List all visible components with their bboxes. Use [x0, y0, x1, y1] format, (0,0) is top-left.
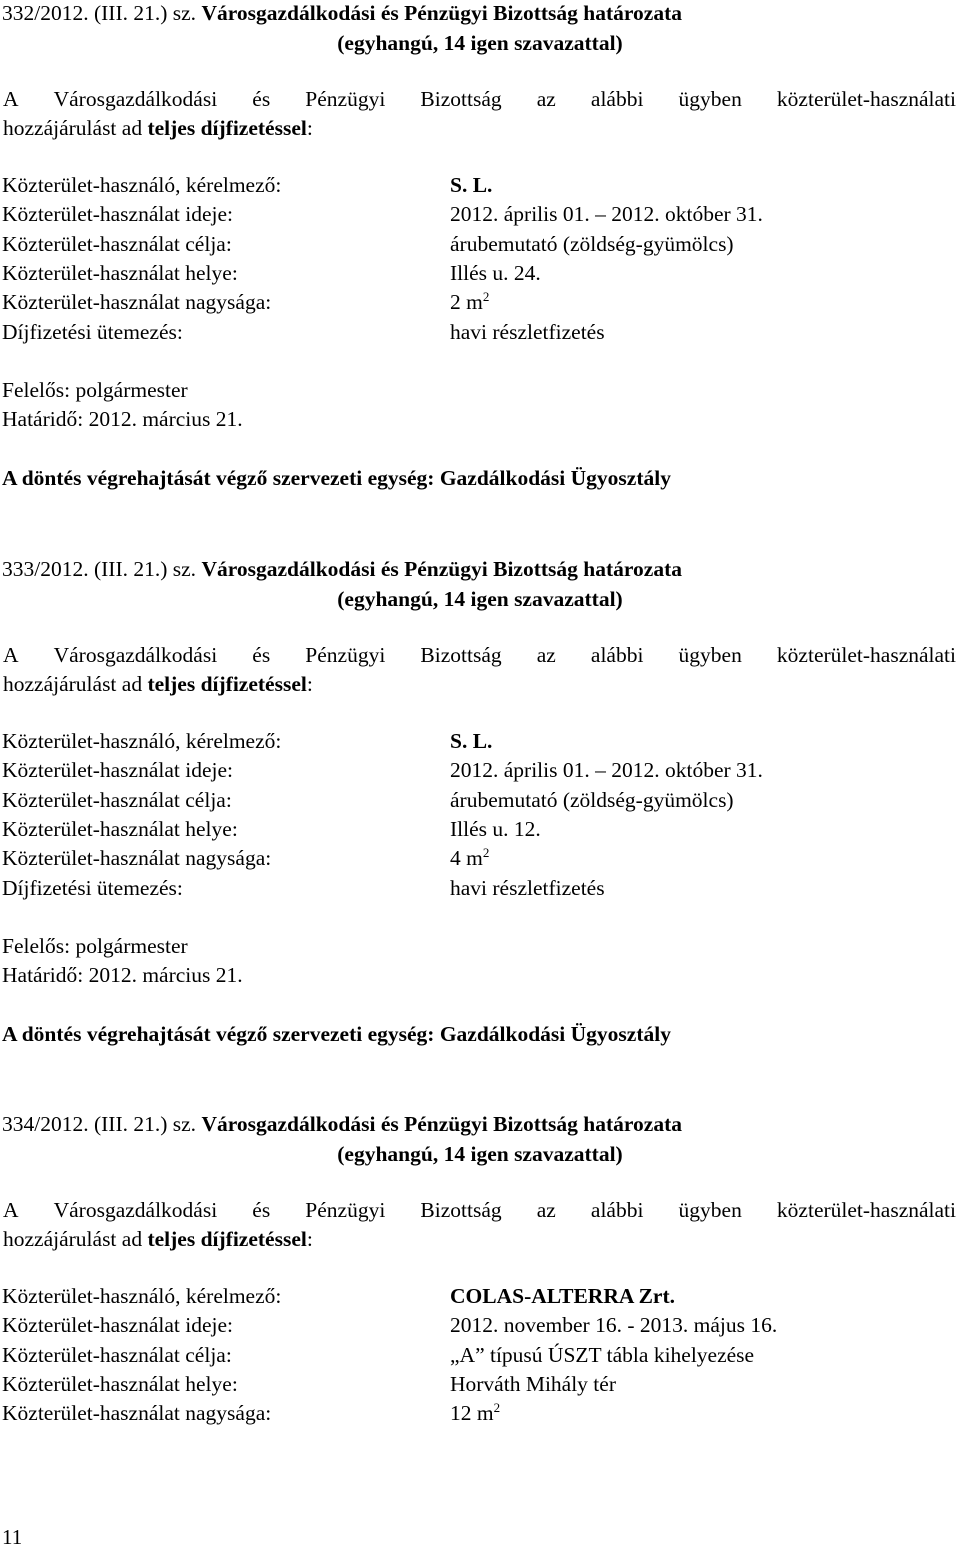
decision-title: Városgazdálkodási és Pénzügyi Bizottság határozata — [201, 1, 682, 25]
vote-result: (egyhangú, 14 igen szavazattal) — [337, 587, 623, 611]
intro-colon: : — [306, 116, 313, 140]
intro-word: Pénzügyi — [305, 1198, 386, 1222]
superscript: 2 — [493, 1400, 501, 1416]
intro-word: az — [536, 1198, 556, 1222]
intro-word: az — [536, 643, 556, 667]
intro-word: és — [252, 1198, 271, 1222]
intro-word: közterület-használati — [776, 1198, 956, 1222]
field-value — [450, 231, 734, 256]
field-label: Díjfizetési ütemezés: — [2, 875, 183, 900]
decision-number: 332/2012. (III. 21.) sz. — [2, 1, 197, 25]
field-value — [450, 1342, 755, 1367]
field-label: Közterület-használat helye: — [2, 260, 238, 285]
field-value-text: havi részletfizetés — [450, 875, 605, 900]
field-value — [450, 845, 490, 871]
field-label: Közterület-használó, kérelmező: — [2, 173, 282, 197]
intro-word: alábbi — [590, 87, 644, 111]
field-label: Közterület-használat nagysága: — [2, 846, 272, 871]
intro-word: az — [536, 87, 556, 111]
field-value-text: S. L. — [450, 173, 493, 197]
responsible: Felelős: polgármester — [2, 378, 188, 402]
field-value — [450, 260, 541, 285]
intro-word: Városgazdálkodási — [53, 1198, 218, 1222]
deadline: Határidő: 2012. március 21. — [2, 407, 243, 431]
intro-line-2 — [3, 118, 313, 140]
intro-line-2 — [3, 674, 313, 696]
intro-word: A — [3, 87, 19, 111]
intro-word: A — [3, 643, 19, 667]
intro-word: közterület-használati — [776, 87, 956, 111]
intro-word: ügyben — [678, 643, 742, 667]
field-value — [450, 731, 492, 753]
field-label: Közterület-használó, kérelmező: — [2, 1284, 282, 1308]
field-label: Közterület-használat helye: — [2, 1371, 238, 1396]
field-label: Közterület-használat nagysága: — [2, 1401, 272, 1426]
field-label: Díjfizetési ütemezés: — [2, 319, 183, 344]
intro-text: hozzájárulást ad — [3, 672, 148, 696]
intro-word: Bizottság — [420, 1198, 502, 1222]
decision-header — [2, 3, 682, 25]
intro-emphasis: teljes díjfizetéssel — [147, 672, 307, 696]
field-label: Közterület-használat ideje: — [2, 758, 234, 783]
field-value-text: 2 m — [450, 290, 483, 315]
field-value-text: Illés u. 24. — [450, 260, 541, 285]
intro-line-2 — [3, 1229, 313, 1251]
superscript: 2 — [482, 845, 490, 861]
intro-word: közterület-használati — [776, 643, 956, 667]
intro-word: ügyben — [678, 1198, 742, 1222]
intro-word: Pénzügyi — [305, 643, 386, 667]
field-value-text: 2012. április 01. – 2012. október 31. — [450, 202, 763, 227]
field-label: Közterület-használat ideje: — [2, 202, 234, 227]
field-value-text: COLAS-ALTERRA Zrt. — [450, 1284, 675, 1308]
intro-word: alábbi — [590, 643, 644, 667]
deadline: Határidő: 2012. március 21. — [2, 963, 243, 987]
intro-word: alábbi — [590, 1198, 644, 1222]
field-label: Közterület-használat helye: — [2, 816, 238, 841]
field-label: Közterület-használat célja: — [2, 1342, 232, 1367]
intro-text: hozzájárulást ad — [3, 116, 148, 140]
intro-word: Pénzügyi — [305, 87, 386, 111]
field-label: Közterület-használó, kérelmező: — [2, 729, 282, 753]
intro-word: Városgazdálkodási — [53, 643, 218, 667]
field-value — [450, 175, 492, 197]
intro-word: Városgazdálkodási — [53, 87, 218, 111]
vote-result: (egyhangú, 14 igen szavazattal) — [337, 1142, 623, 1166]
field-value — [450, 875, 605, 900]
field-value — [450, 289, 490, 315]
field-value-text: S. L. — [450, 729, 493, 753]
decision-header — [2, 559, 682, 581]
field-value-text: árubemutató (zöldség-gyümölcs) — [450, 231, 734, 256]
field-value — [450, 1286, 675, 1308]
field-label: Közterület-használat ideje: — [2, 1313, 234, 1338]
decision-number: 333/2012. (III. 21.) sz. — [2, 557, 197, 581]
decision-title: Városgazdálkodási és Pénzügyi Bizottság határozata — [201, 1112, 682, 1136]
vote-result: (egyhangú, 14 igen szavazattal) — [337, 31, 623, 55]
field-value-text: Illés u. 12. — [450, 816, 541, 841]
superscript: 2 — [482, 289, 490, 305]
intro-word: és — [252, 643, 271, 667]
intro-word: és — [252, 87, 271, 111]
field-value-text: 4 m — [450, 846, 483, 871]
intro-colon: : — [306, 672, 313, 696]
field-label: Közterület-használat nagysága: — [2, 290, 272, 315]
field-value-text: „A” típusú ÚSZT tábla kihelyezése — [450, 1342, 755, 1367]
decision-header — [2, 1114, 682, 1136]
intro-word: Bizottság — [420, 87, 502, 111]
field-value — [450, 1400, 501, 1426]
field-value — [450, 816, 541, 841]
field-value-text: Horváth Mihály tér — [450, 1371, 616, 1396]
decision-number: 334/2012. (III. 21.) sz. — [2, 1112, 197, 1136]
intro-emphasis: teljes díjfizetéssel — [147, 1227, 307, 1251]
field-value-text: 2012. április 01. – 2012. október 31. — [450, 758, 763, 783]
field-value — [450, 760, 763, 782]
field-value-text: 2012. november 16. - 2013. május 16. — [450, 1313, 778, 1338]
field-value-text: árubemutató (zöldség-gyümölcs) — [450, 787, 734, 812]
page-number: 11 — [2, 1525, 23, 1549]
field-value — [450, 319, 605, 344]
field-value — [450, 1371, 616, 1396]
field-value — [450, 1315, 777, 1337]
intro-colon: : — [306, 1227, 313, 1251]
field-value — [450, 787, 734, 812]
executor-unit: A döntés végrehajtását végző szervezeti egység: Gazdálkodási Ügyosztály — [2, 466, 671, 490]
field-value-text: havi részletfizetés — [450, 319, 605, 344]
executor-unit: A döntés végrehajtását végző szervezeti egység: Gazdálkodási Ügyosztály — [2, 1022, 671, 1046]
intro-text: hozzájárulást ad — [3, 1227, 148, 1251]
field-label: Közterület-használat célja: — [2, 787, 232, 812]
intro-word: A — [3, 1198, 19, 1222]
intro-emphasis: teljes díjfizetéssel — [147, 116, 307, 140]
field-label: Közterület-használat célja: — [2, 231, 232, 256]
responsible: Felelős: polgármester — [2, 934, 188, 958]
field-value-text: 12 m — [450, 1401, 494, 1426]
field-value — [450, 204, 763, 226]
intro-word: ügyben — [678, 87, 742, 111]
intro-word: Bizottság — [420, 643, 502, 667]
decision-title: Városgazdálkodási és Pénzügyi Bizottság határozata — [201, 557, 682, 581]
